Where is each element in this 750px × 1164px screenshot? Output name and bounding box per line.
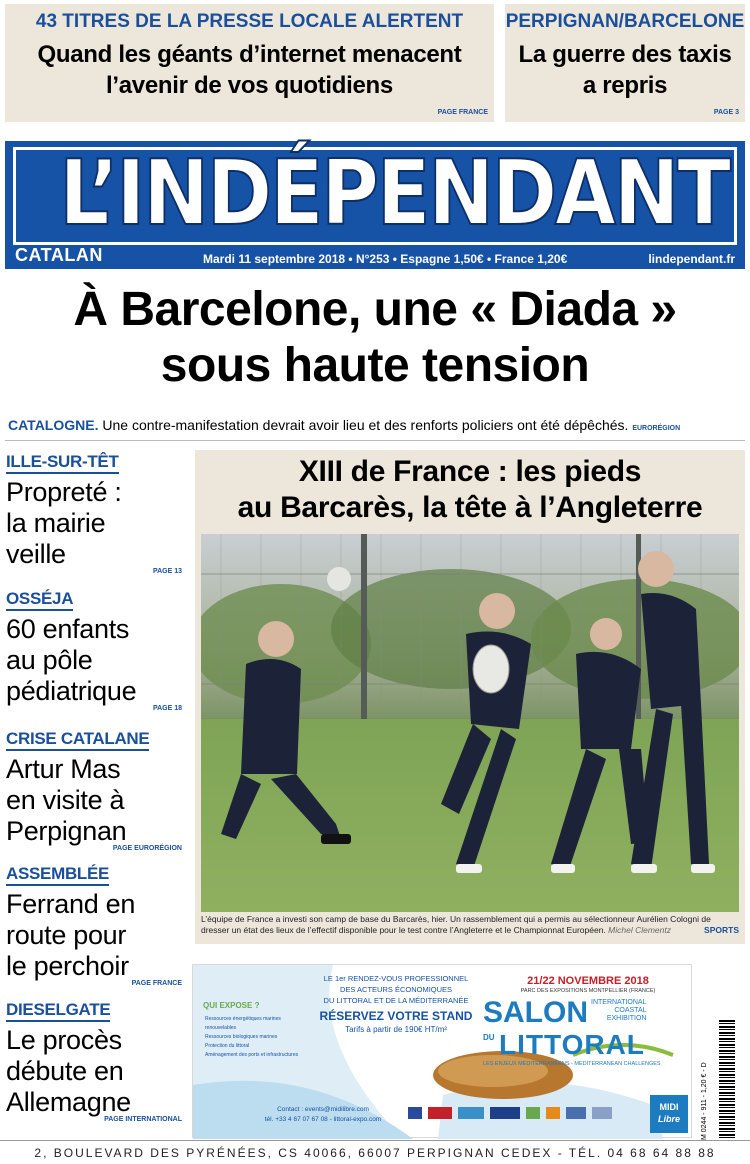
section-ref: SPORTS	[704, 925, 739, 935]
ad-price: Tarifs à partir de 190€ HT/m²	[345, 1025, 447, 1034]
teaser-kicker: PERPIGNAN/BARCELONE	[505, 11, 745, 32]
brief-assemblee[interactable]	[6, 864, 182, 987]
brief-page-ref: PAGE 18	[152, 705, 182, 712]
ad-contact[interactable]: Contact : events@midilibre.com tél. +33 4 67 07 67 08 - littoral-expo.com	[264, 1106, 382, 1123]
midi-libre-badge: MIDI Libre	[650, 1095, 688, 1133]
ad-expose-title: QUI EXPOSE ?	[203, 1001, 260, 1010]
sponsor-logo	[566, 1107, 586, 1119]
brief-headline: Propreté : la mairie veille	[6, 477, 122, 569]
brief-kicker: CRISE CATALANE	[6, 729, 149, 751]
brief-ille-sur-tet[interactable]	[6, 452, 182, 575]
sponsor-logo	[592, 1107, 612, 1119]
deck-text: Une contre-manifestation devrait avoir lieu et des renforts policiers ont été dépêchés.	[98, 417, 629, 433]
photo-caption: L’équipe de France a investi son camp de base du Barcarès, hier. Un rassemblement qui a permis au sélectionneur Aurélien Cologni de dresser un état des lieux de l’effectif disponible pour le test contre l’Angleterre et le Championnat Européen. Michel Clementz SPORTS	[201, 914, 739, 935]
feature-rugby[interactable]	[195, 450, 745, 944]
masthead-website[interactable]: lindependant.fr	[648, 252, 735, 266]
teaser-page-ref: PAGE 3	[713, 109, 739, 116]
ad-brand-sub: LES ENJEUX MÉDITERRANÉENS - MEDITERRANEAN CHALLENGES	[483, 1061, 661, 1067]
ad-venue: PARC DES EXPOSITIONS MONTPELLIER (FRANCE)	[520, 988, 656, 994]
brief-headline: Ferrand en route pour le perchoir	[6, 889, 136, 981]
brief-kicker: DIESELGATE	[6, 1000, 110, 1022]
ad-expose-list: Ressources énergétiques marines renouvelables Ressources biologiques marines Protection du littoral Aménagement des ports et infrastructures	[205, 1016, 299, 1058]
masthead-frame	[13, 141, 737, 246]
footer-address: 2, BOULEVARD DES PYRÉNÉES, CS 40066, 66007 PERPIGNAN CEDEX - TÉL. 04 68 64 88 88	[0, 1140, 750, 1164]
barcode	[719, 1020, 735, 1140]
masthead-dateline: Mardi 11 septembre 2018 • N°253 • Espagne 1,50€ • France 1,20€	[203, 252, 568, 266]
ad-brand-du: DU	[483, 1033, 495, 1042]
deck-label: CATALOGNE.	[8, 417, 99, 433]
masthead-logo: L’INDÉPENDANT	[59, 141, 729, 246]
teaser-press[interactable]	[5, 4, 494, 122]
brief-osseja[interactable]	[6, 589, 182, 712]
brief-headline: Le procès débute en Allemagne	[6, 1025, 131, 1117]
teaser-page-ref: PAGE FRANCE	[437, 109, 488, 116]
teaser-headline: Quand les géants d’internet menacent l’avenir de vos quotidiens	[37, 41, 462, 99]
brief-kicker: ILLE-SUR-TÊT	[6, 452, 119, 474]
brief-headline: Artur Mas en visite à Perpignan	[6, 754, 127, 846]
ad-brand-littoral: LITTORAL	[499, 1029, 645, 1060]
photo-illustration	[201, 534, 739, 912]
sponsor-logo	[458, 1107, 484, 1119]
brief-page-ref: PAGE 13	[152, 568, 182, 575]
rugby-training-photo[interactable]	[201, 534, 739, 912]
brief-crise-catalane[interactable]	[6, 729, 182, 852]
ad-salon-littoral[interactable]	[192, 964, 692, 1138]
ad-intro: LE 1er RENDEZ-VOUS PROFESSIONNEL DES ACTEURS ÉCONOMIQUES DU LITTORAL ET DE LA MÉDITERRANÉE	[323, 974, 469, 1005]
sponsor-logo	[408, 1107, 422, 1119]
sponsor-logo	[428, 1107, 452, 1119]
brief-kicker: ASSEMBLÉE	[6, 864, 109, 886]
deck-page-ref: EURORÉGION	[632, 425, 681, 432]
photo-credit: Michel Clementz	[608, 925, 671, 935]
masthead	[5, 141, 745, 269]
brief-headline: 60 enfants au pôle pédiatrique	[6, 614, 137, 706]
feature-headline: XIII de France : les pieds au Barcarès, la tête à l’Angleterre	[237, 455, 703, 524]
teaser-taxis[interactable]	[505, 4, 745, 122]
brief-page-ref: PAGE FRANCE	[131, 980, 182, 987]
divider	[5, 440, 745, 441]
ad-dates: 21/22 NOVEMBRE 2018	[527, 975, 649, 987]
masthead-subtitle: CATALAN	[15, 245, 103, 265]
brief-kicker: OSSÉJA	[6, 589, 73, 611]
teaser-kicker: 43 TITRES DE LA PRESSE LOCALE ALERTENT	[35, 11, 464, 32]
teaser-headline: La guerre des taxis a repris	[518, 41, 732, 99]
sponsor-logo	[490, 1107, 520, 1119]
ad-cta: RÉSERVEZ VOTRE STAND	[319, 1009, 473, 1023]
barcode-text: M 0244 - 911 - 1,20 € - D	[701, 1062, 708, 1140]
barcode-block	[701, 1020, 741, 1140]
ad-brand-tag: INTERNATIONAL COASTAL EXHIBITION	[591, 999, 647, 1022]
ad-brand-salon: SALON	[483, 996, 588, 1029]
lead-headline[interactable]: À Barcelone, une « Diada » sous haute tension	[73, 283, 677, 392]
brief-dieselgate[interactable]	[6, 1000, 182, 1123]
brief-page-ref: PAGE INTERNATIONAL	[104, 1116, 182, 1123]
brief-page-ref: PAGE EURORÉGION	[112, 845, 182, 852]
ad-sponsor-logos	[408, 1107, 643, 1119]
sponsor-logo	[546, 1107, 560, 1119]
lead-deck	[8, 417, 748, 433]
sponsor-logo	[526, 1107, 540, 1119]
